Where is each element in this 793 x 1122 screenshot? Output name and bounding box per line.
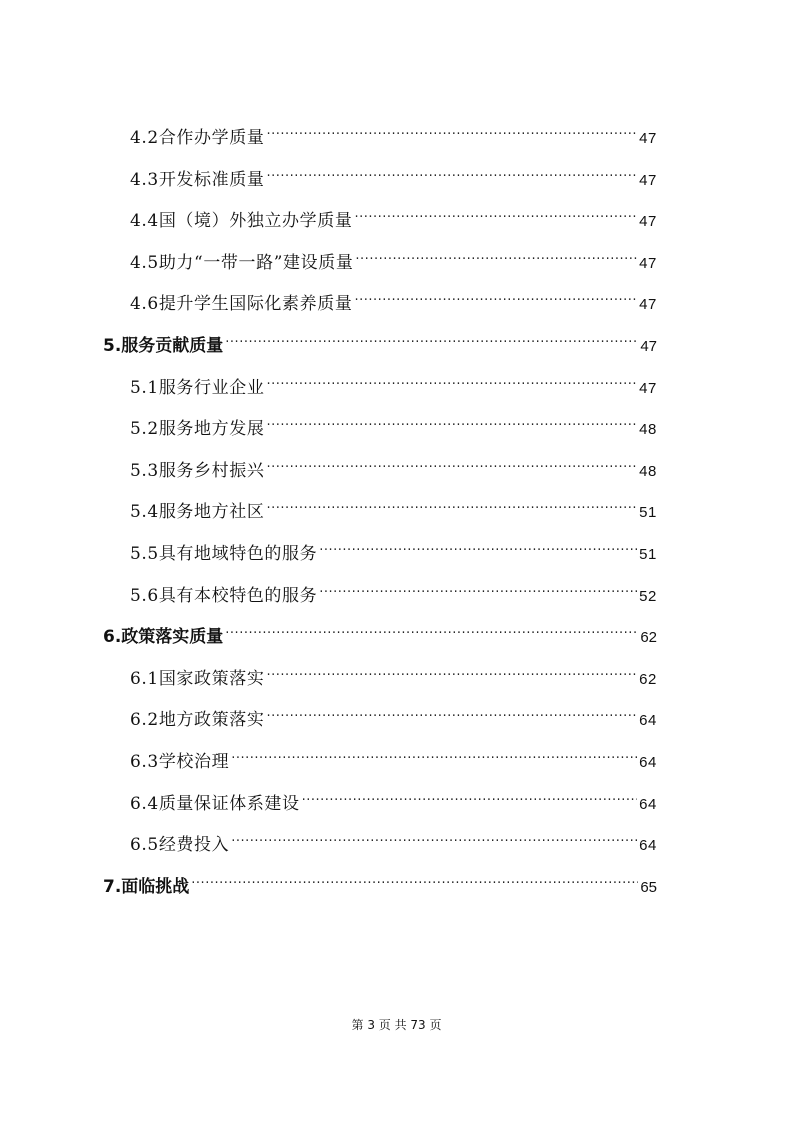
toc-subsection-entry[interactable] xyxy=(130,155,657,190)
toc-section-entry[interactable] xyxy=(103,862,657,897)
toc-entry-title: 6.1国家政策落实 xyxy=(130,669,265,689)
toc-entry-title: 4.6提升学生国际化素养质量 xyxy=(130,294,353,314)
toc-entry-title: 6.2地方政策落实 xyxy=(130,710,265,730)
toc-entry-title: 5.5具有地域特色的服务 xyxy=(130,544,318,564)
toc-subsection-entry[interactable] xyxy=(130,404,657,439)
toc-dot-leader xyxy=(266,363,637,393)
toc-dot-leader xyxy=(302,779,637,809)
toc-subsection-entry[interactable] xyxy=(130,737,657,772)
toc-page-number: 62 xyxy=(640,629,657,646)
toc-page-number: 64 xyxy=(639,712,657,729)
toc-page-number: 47 xyxy=(639,130,657,147)
toc-page-number: 47 xyxy=(639,172,657,189)
toc-dot-leader xyxy=(266,446,637,476)
toc-page-number: 47 xyxy=(640,338,657,355)
toc-page-number: 62 xyxy=(639,671,657,688)
toc-subsection-entry[interactable] xyxy=(130,487,657,522)
toc-dot-leader xyxy=(355,238,637,268)
page-footer: 第 3 页 共 73 页 xyxy=(351,1018,442,1032)
toc-subsection-entry[interactable] xyxy=(130,279,657,314)
toc-subsection-entry[interactable] xyxy=(130,695,657,730)
toc-dot-leader xyxy=(319,571,637,601)
toc-dot-leader xyxy=(266,113,637,143)
toc-entry-title: 5.3服务乡村振兴 xyxy=(130,461,265,481)
toc-subsection-entry[interactable] xyxy=(130,779,657,814)
toc-subsection-entry[interactable] xyxy=(130,446,657,481)
toc-section-entry[interactable] xyxy=(103,321,657,356)
toc-subsection-entry[interactable] xyxy=(130,113,657,148)
toc-dot-leader xyxy=(266,155,637,185)
toc-dot-leader xyxy=(225,612,638,642)
toc-page-number: 65 xyxy=(640,879,657,896)
toc-page-number: 47 xyxy=(639,255,657,272)
toc-entry-title: 5.4服务地方社区 xyxy=(130,502,265,522)
toc-entry-title: 6.政策落实质量 xyxy=(103,627,224,647)
toc-entry-title: 5.1服务行业企业 xyxy=(130,378,265,398)
toc-subsection-entry[interactable] xyxy=(130,238,657,273)
toc-page-number: 51 xyxy=(639,546,657,563)
toc-dot-leader xyxy=(225,321,638,351)
toc-entry-title: 4.5助力“一带一路”建设质量 xyxy=(130,253,354,273)
toc-entry-title: 6.3学校治理 xyxy=(130,752,230,772)
toc-page-number: 48 xyxy=(639,421,657,438)
toc-subsection-entry[interactable] xyxy=(130,571,657,606)
toc-page-number: 47 xyxy=(639,380,657,397)
toc-entry-title: 5.2服务地方发展 xyxy=(130,419,265,439)
toc-dot-leader xyxy=(266,487,637,517)
toc-subsection-entry[interactable] xyxy=(130,529,657,564)
toc-subsection-entry[interactable] xyxy=(130,363,657,398)
toc-dot-leader xyxy=(354,279,637,309)
toc-dot-leader xyxy=(354,196,637,226)
toc-page-number: 47 xyxy=(639,213,657,230)
toc-entry-title: 5.服务贡献质量 xyxy=(103,336,224,356)
toc-page-number: 51 xyxy=(639,504,657,521)
toc-subsection-entry[interactable] xyxy=(130,654,657,689)
toc-entry-title: 7.面临挑战 xyxy=(103,877,190,897)
toc-page-number: 47 xyxy=(639,296,657,313)
toc-page-number: 52 xyxy=(639,588,657,605)
toc-entry-title: 4.2合作办学质量 xyxy=(130,128,265,148)
toc-entry-title: 4.3开发标准质量 xyxy=(130,170,265,190)
toc-page-number: 64 xyxy=(639,796,657,813)
toc-entry-title: 6.5经费投入 xyxy=(130,835,230,855)
toc-subsection-entry[interactable] xyxy=(130,196,657,231)
toc-dot-leader xyxy=(231,820,637,850)
toc-entry-title: 6.4质量保证体系建设 xyxy=(130,794,300,814)
toc-dot-leader xyxy=(266,654,637,684)
toc-entry-title: 5.6具有本校特色的服务 xyxy=(130,586,318,606)
toc-section-entry[interactable] xyxy=(103,612,657,647)
toc-subsection-entry[interactable] xyxy=(130,820,657,855)
toc-page-number: 64 xyxy=(639,837,657,854)
toc-entry-title: 4.4国（境）外独立办学质量 xyxy=(130,211,353,231)
toc-dot-leader xyxy=(191,862,638,892)
toc-dot-leader xyxy=(266,695,637,725)
toc-dot-leader xyxy=(319,529,637,559)
toc-page-number: 48 xyxy=(639,463,657,480)
toc-dot-leader xyxy=(266,404,637,434)
toc-page-number: 64 xyxy=(639,754,657,771)
toc-dot-leader xyxy=(231,737,637,767)
